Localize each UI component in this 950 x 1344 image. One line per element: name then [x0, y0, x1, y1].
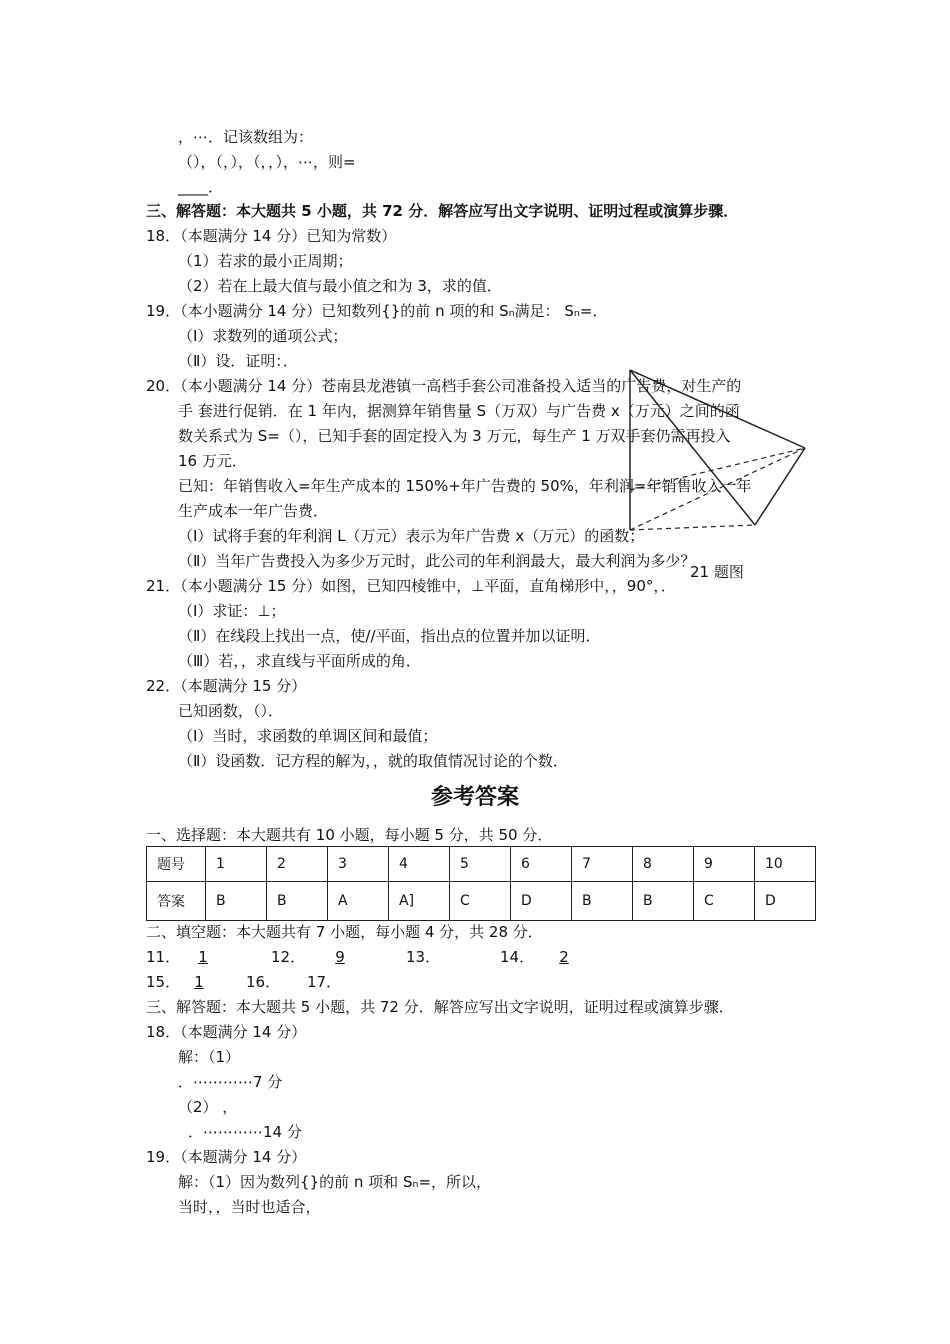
blank-13-num: 13． — [406, 948, 441, 966]
figure-caption: 21 题图 — [690, 563, 744, 581]
number-cell: 10 — [755, 847, 816, 882]
blank-16-num: 16． — [246, 973, 281, 991]
text-line: 手 套进行促销．在 1 年内，据测算年销售量 S（万双）与广告费 x（万元）之间的函 — [178, 402, 740, 420]
text-line: （2）若在上最大值与最小值之和为 3，求的值． — [178, 277, 502, 295]
blank-12-num: 12． — [271, 948, 306, 966]
text-line: 18．（本题满分 14 分） — [146, 1023, 307, 1041]
text-line: （Ⅰ）当时，求函数的单调区间和最值； — [178, 727, 438, 745]
text-line: （1）若求的最小正周期； — [178, 252, 353, 270]
text-line: （Ⅰ）求数列的通项公式； — [178, 327, 348, 345]
text-line: （），（，），（，，），⋯，则= — [178, 153, 356, 171]
header-label-cell: 题号 — [147, 847, 206, 882]
blank-14-num: 14． — [500, 948, 535, 966]
number-cell: 2 — [267, 847, 328, 882]
answer-label-cell: 答案 — [147, 882, 206, 921]
text-line: （Ⅱ）在线段上找出一点，使//平面，指出点的位置并加以证明． — [178, 627, 601, 645]
text-line: 16 万元． — [178, 452, 247, 470]
text-line: 21．（本小题满分 15 分）如图，已知四棱锥中，⊥平面，直角梯形中，，90°，． — [146, 577, 676, 595]
text-line: 二、填空题：本大题共有 7 小题，每小题 4 分，共 28 分． — [146, 923, 543, 941]
number-cell: 8 — [633, 847, 694, 882]
answer-cell: A] — [389, 882, 450, 921]
answer-cell: C — [694, 882, 755, 921]
number-cell: 4 — [389, 847, 450, 882]
text-line: 已知：年销售收入=年生产成本的 150%+年广告费的 50%，年利润=年销售收入一年 — [178, 477, 752, 495]
answer-cell: B — [267, 882, 328, 921]
blank-15-num: 15． — [146, 973, 181, 991]
number-cell: 3 — [328, 847, 389, 882]
answer-table — [146, 846, 816, 921]
text-line: （Ⅱ）设．证明：． — [178, 352, 298, 370]
text-line: 22．（本题满分 15 分） — [146, 677, 307, 695]
text-line: ．⋯⋯⋯⋯7 分 — [178, 1073, 283, 1091]
number-cell: 6 — [511, 847, 572, 882]
text-line: 三、解答题：本大题共 5 小题，共 72 分．解答应写出文字说明，证明过程或演算步骤． — [146, 998, 734, 1016]
text-line: （Ⅲ）若，，求直线与平面所成的角． — [178, 652, 421, 670]
text-line: 18．（本题满分 14 分）已知为常数） — [146, 227, 397, 245]
text-line: ，⋯．记该数组为： — [178, 128, 314, 146]
text-line: 一、选择题：本大题共有 10 小题，每小题 5 分，共 50 分． — [146, 826, 553, 844]
text-line: 已知函数，（）． — [178, 702, 284, 720]
answer-cell: B — [572, 882, 633, 921]
text-line: 19．（本题满分 14 分） — [146, 1148, 307, 1166]
text-line: 解：（1）因为数列{}的前 n 项和 Sₙ=，所以， — [178, 1173, 492, 1191]
blank-12-answer: 9 — [335, 948, 345, 966]
text-line: 生产成本一年广告费． — [178, 502, 329, 520]
text-line: ．⋯⋯⋯⋯14 分 — [188, 1123, 302, 1141]
text-line: 三、解答题：本大题共 5 小题，共 72 分．解答应写出文字说明、证明过程或演算步骤． — [146, 202, 739, 220]
text-line: （Ⅰ）试将手套的年利润 L（万元）表示为年广告费 x（万元）的函数； — [178, 527, 645, 545]
answer-cell: D — [755, 882, 816, 921]
text-line: （2） ， — [178, 1098, 238, 1116]
number-cell: 1 — [206, 847, 267, 882]
blank-15-answer: 1 — [194, 973, 204, 991]
number-cell: 7 — [572, 847, 633, 882]
text-line: 20．（本小题满分 14 分）苍南县龙港镇一高档手套公司准备投入适当的广告费，对生产的 — [146, 377, 742, 395]
text-line: 19．（本小题满分 14 分）已知数列{}的前 n 项的和 Sₙ满足： Sₙ=． — [146, 302, 608, 320]
blank-11-answer: 1 — [198, 948, 208, 966]
text-line: （Ⅰ）求证：⊥； — [178, 602, 286, 620]
text-line: 当时，，当时也适合， — [178, 1198, 321, 1216]
blank-14-answer: 2 — [559, 948, 569, 966]
blank-17-num: 17． — [307, 973, 342, 991]
answer-cell: D — [511, 882, 572, 921]
text-line: 解：（1） — [178, 1048, 241, 1066]
number-cell: 9 — [694, 847, 755, 882]
pyramid-figure — [620, 360, 820, 560]
answer-cell: A — [328, 882, 389, 921]
answer-cell: B — [633, 882, 694, 921]
answer-cell: C — [450, 882, 511, 921]
text-line: （Ⅱ）当年广告费投入为多少万元时，此公司的年利润最大，最大利润为多少？ — [178, 552, 696, 570]
text-line: （Ⅱ）设函数．记方程的解为，，就的取值情况讨论的个数． — [178, 752, 568, 770]
number-cell: 5 — [450, 847, 511, 882]
text-line: 数关系式为 S=（），已知手套的固定投入为 3 万元，每生产 1 万双手套仍需再投入 — [178, 427, 731, 445]
answer-cell: B — [206, 882, 267, 921]
blank-11-num: 11． — [146, 948, 181, 966]
answer-section-title: 参考答案 — [430, 785, 519, 810]
text-line: ____． — [178, 178, 224, 196]
